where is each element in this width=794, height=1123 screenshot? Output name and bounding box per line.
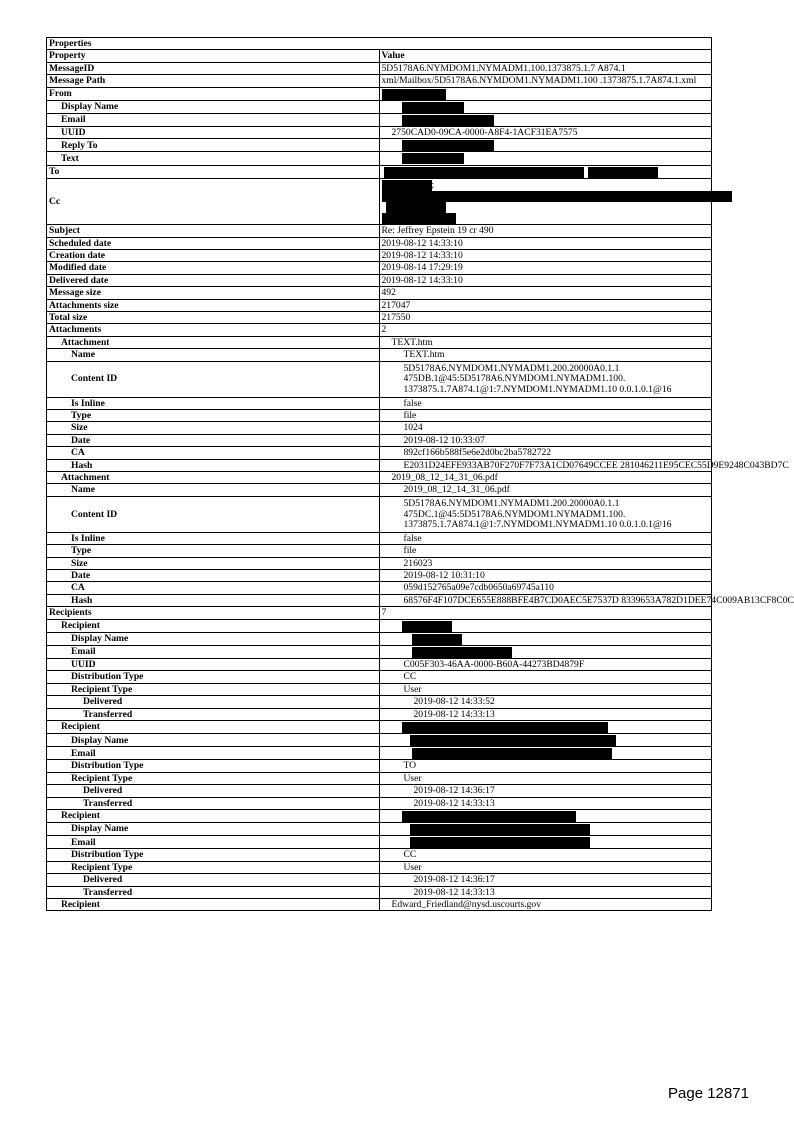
property-value: 2019-08-12 14:33:13 — [413, 708, 495, 720]
redaction-bar — [588, 167, 658, 178]
table-row — [47, 496, 712, 532]
property-label: Attachment — [47, 472, 380, 484]
redaction-bar — [402, 621, 452, 632]
redaction-bar — [382, 213, 456, 224]
property-value: CC — [403, 671, 417, 683]
table-row — [47, 459, 712, 471]
property-label: From — [47, 87, 380, 100]
property-value-cell — [379, 659, 712, 671]
property-label: Email — [47, 645, 380, 658]
property-label: UUID — [47, 659, 380, 671]
property-value-cell — [379, 178, 712, 224]
property-label: Email — [47, 836, 380, 849]
table-row — [47, 607, 712, 619]
cc-separator: ; — [431, 179, 435, 191]
property-label: Recipient Type — [47, 861, 380, 873]
property-value: 2019-08-12 14:36:17 — [413, 874, 495, 886]
property-value-cell — [379, 785, 712, 797]
page-number: Page 12871 — [668, 1085, 749, 1102]
property-value-cell — [379, 496, 712, 532]
property-label: Name — [47, 349, 380, 361]
property-label: Message size — [47, 287, 380, 299]
column-header-row — [47, 50, 712, 62]
property-value-cell — [379, 447, 712, 459]
property-label: Email — [47, 113, 380, 126]
property-label: Size — [47, 557, 380, 569]
table-row — [47, 262, 712, 274]
table-row — [47, 287, 712, 299]
property-label: Attachments size — [47, 299, 380, 311]
property-value: 68576F4F107DCE655E888BFE4B7CD0AEC5E7537D 8339653A782D1DEE74C009AB13CF8C0C — [403, 594, 794, 606]
property-value-cell — [379, 671, 712, 683]
table-row — [47, 336, 712, 348]
table-row — [47, 898, 712, 910]
table-row — [47, 361, 712, 397]
property-label: Recipient — [47, 810, 380, 823]
property-value-cell — [379, 249, 712, 261]
table-row — [47, 545, 712, 557]
property-value: xml/Mailbox/5D5178A6.NYMDOM1.NYMADM1.100 .1373875.1.7A874.1.xml — [381, 75, 697, 87]
table-row — [47, 874, 712, 886]
property-value: 492 — [381, 287, 396, 299]
table-row — [47, 836, 712, 849]
property-label: Message Path — [47, 75, 380, 87]
property-label: MessageID — [47, 62, 380, 74]
property-value-cell — [379, 545, 712, 557]
property-value-cell — [379, 397, 712, 409]
property-value-cell — [379, 422, 712, 434]
table-row — [47, 178, 712, 224]
table-row — [47, 797, 712, 809]
table-row — [47, 100, 712, 113]
property-value-cell — [379, 225, 712, 237]
property-value-cell — [379, 645, 712, 658]
property-label: Recipients — [47, 607, 380, 619]
table-row — [47, 62, 712, 74]
table-title: Properties — [47, 38, 712, 50]
property-value-cell — [379, 823, 712, 836]
redaction-bar — [412, 634, 462, 645]
property-label: Content ID — [47, 361, 380, 397]
table-row — [47, 721, 712, 734]
property-label: Text — [47, 152, 380, 165]
property-label: Is Inline — [47, 397, 380, 409]
table-row — [47, 484, 712, 496]
property-value-cell — [379, 760, 712, 772]
table-row — [47, 760, 712, 772]
table-row — [47, 237, 712, 249]
property-value-cell — [379, 874, 712, 886]
table-row — [47, 849, 712, 861]
redaction-bar — [402, 102, 464, 113]
property-label: Display Name — [47, 632, 380, 645]
property-label: Type — [47, 410, 380, 422]
property-value: 892cf166b588f5e6e2d0bc2ba5782722 — [403, 447, 552, 459]
property-label: Scheduled date — [47, 237, 380, 249]
table-row — [47, 810, 712, 823]
property-value-cell — [379, 459, 789, 471]
property-value: 2019_08_12_14_31_06.pdf — [403, 484, 510, 496]
property-label: Name — [47, 484, 380, 496]
property-value-cell — [379, 410, 712, 422]
property-label: Display Name — [47, 734, 380, 747]
property-label: Attachment — [47, 336, 380, 348]
property-value: TEXT.htm — [391, 336, 433, 348]
property-label: Display Name — [47, 100, 380, 113]
property-label: Email — [47, 747, 380, 760]
property-value-cell — [379, 361, 712, 397]
property-value: 2019-08-12 14:33:13 — [413, 797, 495, 809]
table-row — [47, 785, 712, 797]
redaction-bar — [412, 647, 512, 658]
property-value: 2019-08-12 14:33:52 — [413, 696, 495, 708]
table-row — [47, 152, 712, 165]
property-value-cell — [379, 557, 712, 569]
property-value-cell — [379, 797, 712, 809]
redaction-bar — [412, 748, 612, 759]
property-value: 217550 — [381, 311, 411, 323]
property-label: Transferred — [47, 708, 380, 720]
property-value-cell — [379, 849, 712, 861]
redaction-bar — [402, 153, 464, 164]
redaction-bar — [402, 115, 494, 126]
property-value: 2019-08-12 14:33:10 — [381, 237, 463, 249]
property-value-cell — [379, 324, 712, 336]
property-value-cell — [379, 886, 712, 898]
table-row — [47, 734, 712, 747]
table-row — [47, 747, 712, 760]
property-value: 2019-08-12 14:36:17 — [413, 785, 495, 797]
table-row — [47, 582, 712, 594]
table-row — [47, 696, 712, 708]
property-label: Transferred — [47, 797, 380, 809]
property-value-cell — [379, 62, 712, 74]
table-row — [47, 619, 712, 632]
property-column-header: Property — [47, 50, 380, 62]
property-value: User — [403, 861, 422, 873]
property-value-cell — [379, 708, 712, 720]
table-row — [47, 299, 712, 311]
property-value-cell — [379, 299, 712, 311]
property-value-cell — [379, 152, 712, 165]
property-label: Reply To — [47, 139, 380, 152]
value-column-header: Value — [379, 50, 712, 62]
table-row — [47, 570, 712, 582]
property-value-cell — [379, 898, 712, 910]
property-label: Delivered — [47, 785, 380, 797]
property-label: Recipient — [47, 619, 380, 632]
property-value: TO — [403, 760, 417, 772]
property-label: To — [47, 165, 380, 178]
property-value-cell — [379, 721, 712, 734]
table-row — [47, 87, 712, 100]
table-row — [47, 447, 712, 459]
property-value: file — [403, 545, 417, 557]
table-row — [47, 683, 712, 695]
property-value: 216023 — [403, 557, 433, 569]
table-row — [47, 311, 712, 323]
property-label: Delivered — [47, 696, 380, 708]
property-value-cell — [379, 274, 712, 286]
property-label: Distribution Type — [47, 760, 380, 772]
table-row — [47, 886, 712, 898]
property-value-cell — [379, 287, 712, 299]
property-value: User — [403, 683, 422, 695]
property-label: Distribution Type — [47, 671, 380, 683]
property-label: Cc — [47, 178, 380, 224]
property-label: Hash — [47, 459, 380, 471]
property-value-cell — [379, 607, 712, 619]
property-label: Distribution Type — [47, 849, 380, 861]
property-value: Re: Jeffrey Epstein 19 cr 490 — [381, 225, 494, 237]
property-value-cell — [379, 836, 712, 849]
redaction-bar — [382, 180, 432, 191]
property-value-cell — [379, 336, 712, 348]
properties-table — [46, 37, 794, 911]
table-row — [47, 139, 712, 152]
property-value-cell — [379, 165, 712, 178]
property-value: Edward_Friedland@nysd.uscourts.gov — [391, 898, 542, 910]
property-value: 5D5178A6.NYMDOM1.NYMADM1.200.20000A0.1.1 475DB.1@45:5D5178A6.NYMDOM1.NYMADM1.100. 1373875.1.7A874.1@1:7.NYMDOM1.NYMADM1.10 0.0.1.0.1@16 — [403, 362, 672, 395]
property-value-cell — [379, 434, 712, 446]
property-value-cell — [379, 87, 712, 100]
table-row — [47, 165, 712, 178]
property-value-cell — [379, 619, 712, 632]
table-row — [47, 532, 712, 544]
property-value: 2750CAD0-09CA-0000-A8F4-1ACF31EA7575 — [391, 126, 578, 138]
property-value-cell — [379, 570, 712, 582]
property-value: 059d152765a09e7cdb0650a69745a110 — [403, 582, 554, 594]
property-value-cell — [379, 861, 712, 873]
property-value: 2019-08-12 14:33:13 — [413, 886, 495, 898]
table-row — [47, 708, 712, 720]
property-value-cell — [379, 139, 712, 152]
redaction-bar — [402, 722, 608, 733]
property-value-cell — [379, 582, 712, 594]
property-value-cell — [379, 100, 712, 113]
title-row — [47, 38, 712, 50]
table-row — [47, 274, 712, 286]
property-value-cell — [379, 113, 712, 126]
property-value: 2019-08-12 10:33:07 — [403, 434, 485, 446]
property-label: Recipient Type — [47, 683, 380, 695]
property-value-cell — [379, 237, 712, 249]
table-row — [47, 349, 712, 361]
table-row — [47, 249, 712, 261]
property-label: Total size — [47, 311, 380, 323]
redaction-bar — [382, 89, 446, 100]
property-value-cell — [379, 126, 712, 138]
property-value: 2019-08-12 14:33:10 — [381, 274, 463, 286]
redaction-bar — [410, 735, 616, 746]
property-value: CC — [403, 849, 417, 861]
properties-table-container — [46, 37, 794, 911]
property-label: Date — [47, 570, 380, 582]
redaction-bar — [410, 837, 590, 848]
property-value-cell — [379, 632, 712, 645]
property-label: UUID — [47, 126, 380, 138]
property-value: 5D5178A6.NYMDOM1.NYMADM1.100.1373875.1.7 A874.1 — [381, 62, 626, 74]
property-label: Content ID — [47, 496, 380, 532]
table-row — [47, 671, 712, 683]
property-value-cell — [379, 262, 712, 274]
property-value: 217047 — [381, 299, 411, 311]
property-value-cell — [379, 696, 712, 708]
table-row — [47, 434, 712, 446]
property-label: Display Name — [47, 823, 380, 836]
property-value: TEXT.htm — [403, 349, 445, 361]
property-label: CA — [47, 582, 380, 594]
property-value-cell — [379, 810, 712, 823]
table-row — [47, 397, 712, 409]
redaction-bar — [386, 202, 446, 213]
table-row — [47, 422, 712, 434]
property-value-cell — [379, 349, 712, 361]
property-value: false — [403, 532, 422, 544]
property-value-cell — [379, 734, 712, 747]
property-label: Recipient — [47, 721, 380, 734]
table-row — [47, 225, 712, 237]
property-value: 2019-08-12 14:33:10 — [381, 249, 463, 261]
property-label: Size — [47, 422, 380, 434]
property-value-cell — [379, 75, 712, 87]
property-label: Delivered date — [47, 274, 380, 286]
property-label: Is Inline — [47, 532, 380, 544]
property-value-cell — [379, 772, 712, 784]
property-label: Creation date — [47, 249, 380, 261]
property-value: E2031D24EFE933AB70F270F7F73A1CD07649CCEE 281046211E95CEC55D9E9248C043BD7C — [403, 459, 789, 471]
property-value: 2019-08-12 10:31:10 — [403, 570, 485, 582]
property-value: 1024 — [403, 422, 423, 434]
property-label: Recipient Type — [47, 772, 380, 784]
property-value: file — [403, 410, 417, 421]
property-value-cell — [379, 532, 712, 544]
table-row — [47, 113, 712, 126]
table-row — [47, 861, 712, 873]
property-label: Modified date — [47, 262, 380, 274]
table-row — [47, 472, 712, 484]
table-row — [47, 126, 712, 138]
property-value: false — [403, 397, 422, 409]
table-row — [47, 632, 712, 645]
redaction-bar — [402, 140, 494, 151]
property-label: Type — [47, 545, 380, 557]
property-label: Attachments — [47, 324, 380, 336]
property-value-cell — [379, 472, 712, 484]
property-value: 2019_08_12_14_31_06.pdf — [391, 472, 498, 484]
redaction-bar — [384, 167, 584, 178]
property-value: User — [403, 772, 422, 784]
table-row — [47, 645, 712, 658]
property-label: Subject — [47, 225, 380, 237]
redaction-bar — [410, 824, 590, 835]
property-value-cell — [379, 594, 794, 606]
property-value: 7 — [381, 607, 387, 619]
property-value: 5D5178A6.NYMDOM1.NYMADM1.200.20000A0.1.1 475DC.1@45:5D5178A6.NYMDOM1.NYMADM1.100. 1373875.1.7A874.1@1:7.NYMDOM1.NYMADM1.10 0.0.1.0.1@16 — [403, 498, 672, 531]
table-row — [47, 324, 712, 336]
table-row — [47, 659, 712, 671]
redaction-bar — [382, 191, 732, 202]
property-value: 2019-08-14 17:29:19 — [381, 262, 463, 274]
table-row — [47, 772, 712, 784]
property-label: Date — [47, 434, 380, 446]
table-row — [47, 410, 712, 422]
redaction-bar — [402, 811, 576, 822]
table-row — [47, 557, 712, 569]
table-row — [47, 75, 712, 87]
property-value: C005F303-46AA-0000-B60A-44273BD4879F — [403, 659, 585, 671]
property-value-cell — [379, 311, 712, 323]
property-label: Recipient — [47, 898, 380, 910]
table-row — [47, 594, 712, 606]
property-label: CA — [47, 447, 380, 459]
property-value-cell — [379, 747, 712, 760]
property-value-cell — [379, 484, 712, 496]
property-value: 2 — [381, 324, 387, 336]
property-label: Delivered — [47, 874, 380, 886]
property-label: Hash — [47, 594, 380, 606]
property-value-cell — [379, 683, 712, 695]
property-label: Transferred — [47, 886, 380, 898]
table-row — [47, 823, 712, 836]
